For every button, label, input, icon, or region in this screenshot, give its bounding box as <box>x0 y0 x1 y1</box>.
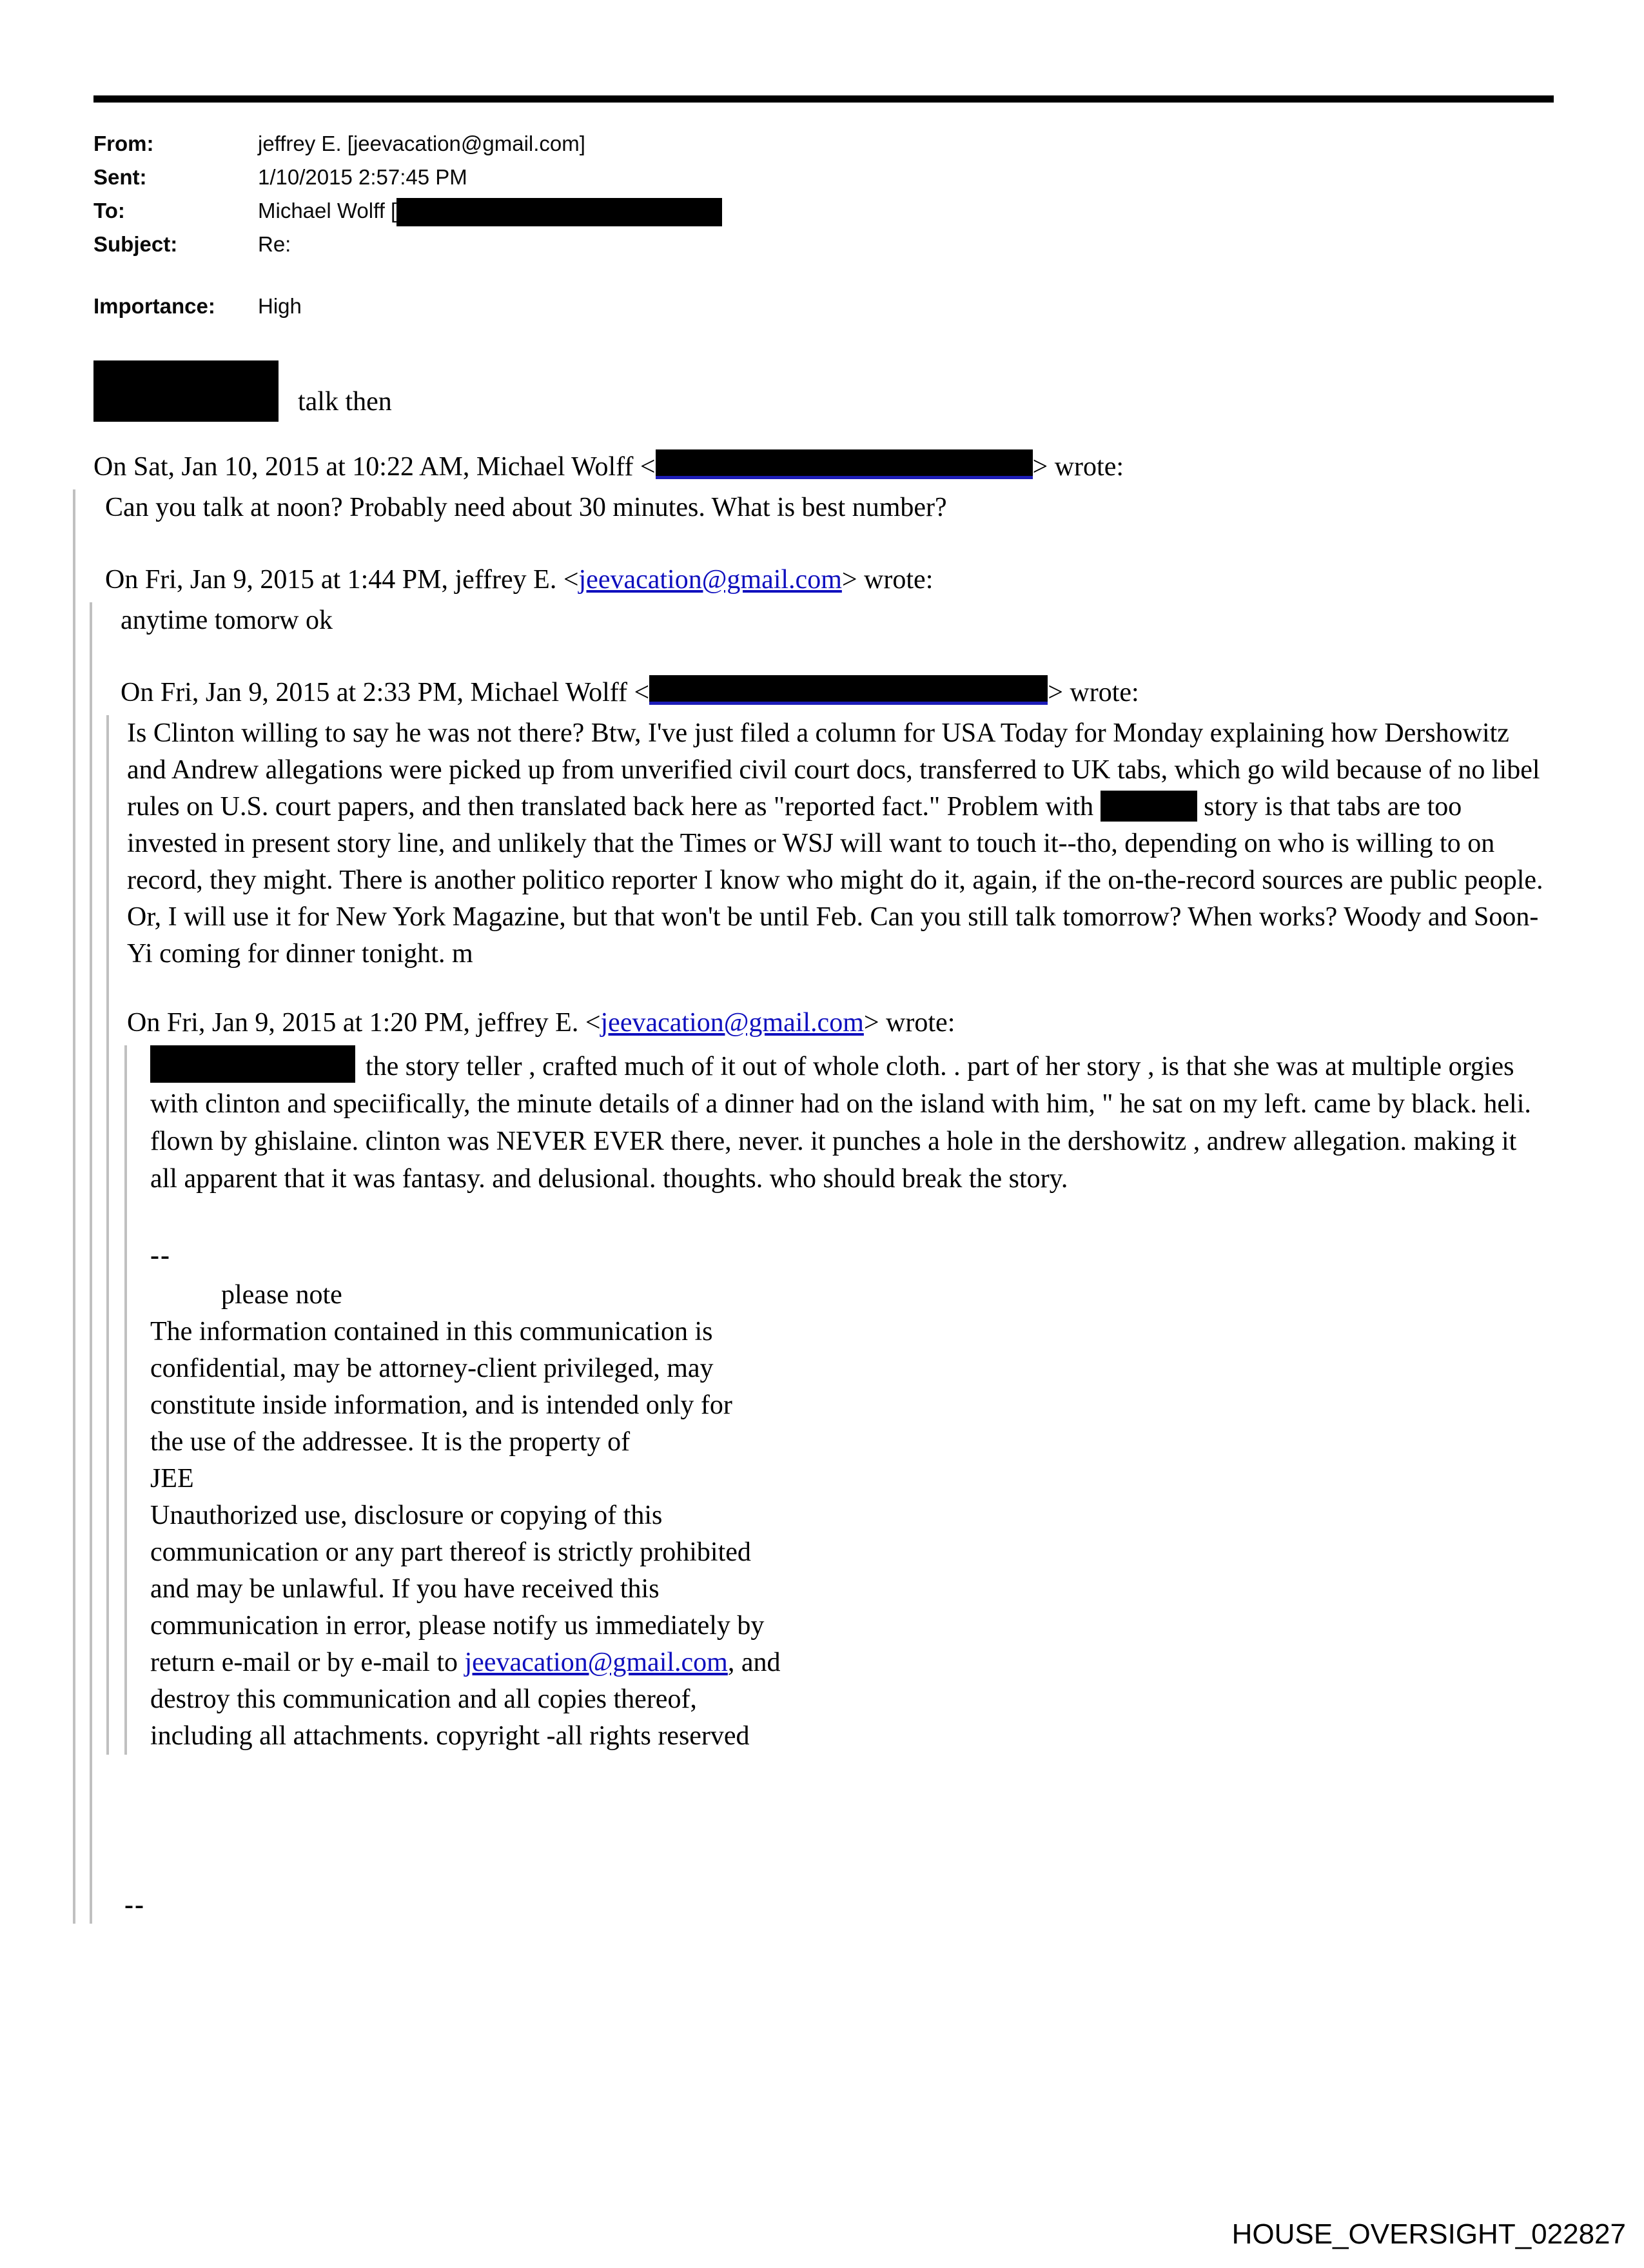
disclaimer-line: communication or any part thereof is strictly prohibited <box>150 1537 751 1567</box>
importance-label: Importance: <box>93 294 215 318</box>
from-label: From: <box>93 132 154 155</box>
citation-msg2-prefix: On Fri, Jan 9, 2015 at 1:44 PM, jeffrey E. < <box>105 565 579 595</box>
sent-label: Sent: <box>93 165 147 189</box>
signature-dashes: -- <box>150 1241 171 1270</box>
from-value: jeffrey E. [jeevacation@gmail.com] <box>258 132 585 155</box>
disclaimer-line: communication in error, please notify us immediately by <box>150 1611 765 1641</box>
opening-line <box>93 360 1554 422</box>
disclaimer-email-link[interactable]: jeevacation@gmail.com <box>464 1648 728 1677</box>
citation-msg4-prefix: On Fri, Jan 9, 2015 at 1:20 PM, jeffrey E. < <box>127 1008 601 1038</box>
citation-msg1 <box>93 449 1554 486</box>
message-3-text-before: Is Clinton willing to say he was not there? Btw, I've just filed a column for USA Today for Monday explaining how Dershowitz and Andrew allegations were picked up from unverified civil court docs, transferred to UK tabs, which go wild because of no libel rules on U.S. court papers, and then translated back here as "reported fact." Problem with <box>127 718 1540 822</box>
message-3-text-after: story is that tabs are too invested in present story line, and unlikely that the Times or WSJ will want to touch it--tho, depending on who is willing to on record, they might. There is another politico reporter I know who might do it, again, if the on-the-record sources are public people. Or, I will use it for New York Magazine, but that won't be until Feb. Can you still talk tomorrow? When works? Woody and Soon-Yi coming for dinner tonight. m <box>127 792 1543 969</box>
subject-value: Re: <box>258 232 291 256</box>
citation-msg3-prefix: On Fri, Jan 9, 2015 at 2:33 PM, Michael Wolff < <box>121 678 650 707</box>
opening-redaction-box <box>93 360 279 422</box>
opening-text: talk then <box>298 387 392 417</box>
email-link-msg2[interactable]: jeevacation@gmail.com <box>578 565 842 595</box>
citation-msg4 <box>127 1005 1554 1041</box>
trailing-whitespace <box>121 1755 1554 1887</box>
disclaimer-line: constitute inside information, and is intended only for <box>150 1390 732 1420</box>
citation-msg1-prefix: On Sat, Jan 10, 2015 at 10:22 AM, Michael Wolff < <box>93 452 656 482</box>
disclaimer-line: confidential, may be attorney-client privileged, may <box>150 1354 714 1383</box>
sent-value: 1/10/2015 2:57:45 PM <box>258 165 467 189</box>
email-body <box>93 360 1554 1924</box>
header-row-to <box>93 194 1554 228</box>
message-4-text <box>150 1045 1549 1198</box>
citation-msg2-suffix: > wrote: <box>841 565 934 595</box>
subject-label: Subject: <box>93 232 178 256</box>
citation-msg3 <box>121 675 1554 711</box>
footer-doc-id: HOUSE_OVERSIGHT_022827 <box>1231 2218 1626 2250</box>
quote-level-3 <box>106 715 1554 1755</box>
disclaimer-line: the use of the addressee. It is the property of <box>150 1427 631 1457</box>
email-document-page <box>0 95 1644 2268</box>
disclaimer-line: destroy this communication and all copies thereof, <box>150 1684 697 1714</box>
email-header-block <box>93 127 1554 323</box>
citation-msg4-suffix: > wrote: <box>863 1008 955 1038</box>
quote-level-1 <box>73 489 1554 1924</box>
to-label: To: <box>93 199 125 222</box>
header-divider-rule <box>93 95 1554 103</box>
redacted-email-link-box-1 <box>656 449 1033 479</box>
redacted-email-link-box-2 <box>649 675 1048 705</box>
to-value <box>258 194 722 228</box>
message-2-text: anytime tomorw ok <box>121 606 333 635</box>
disclaimer-line-with-link <box>150 1644 872 1681</box>
inline-redaction-box <box>1101 791 1197 822</box>
importance-value: High <box>258 294 302 318</box>
citation-msg2 <box>105 562 1554 598</box>
quote-level-2 <box>90 602 1554 1924</box>
disclaimer-line: Unauthorized use, disclosure or copying of this <box>150 1501 663 1530</box>
trailing-dashes: -- <box>124 1890 145 1920</box>
citation-msg3-suffix: > wrote: <box>1048 678 1139 707</box>
email-link-msg4[interactable]: jeevacation@gmail.com <box>600 1008 864 1038</box>
message-3-text <box>127 715 1552 972</box>
quote-level-4 <box>124 1045 1554 1755</box>
disclaimer-line: The information contained in this communication is <box>150 1317 713 1346</box>
message-1-text: Can you talk at noon? Probably need about 30 minutes. What is best number? <box>105 493 947 522</box>
body-redaction-box <box>150 1045 355 1083</box>
header-row-importance <box>93 290 1554 323</box>
message-4-text-after: the story teller , crafted much of it out of whole cloth. . part of her story , is that she was at multiple orgies with clinton and speciifically, the minute details of a dinner had on the island with him, " he sat on my left. came by black. heli. flown by ghislaine. clinton was NEVER EVER there, never. it punches a hole in the dershowitz , andrew allegation. making it all apparent that it was fantasy. and delusional. thoughts. who should break the story. <box>150 1052 1531 1194</box>
header-row-subject <box>93 228 1554 261</box>
citation-msg1-suffix: > wrote: <box>1032 452 1124 482</box>
document-content <box>0 95 1644 1924</box>
disclaimer-email-prefix: return e-mail or by e-mail to <box>150 1648 465 1677</box>
header-row-from <box>93 127 1554 161</box>
disclaimer-line: and may be unlawful. If you have received this <box>150 1574 660 1604</box>
signature-note: please note <box>221 1280 342 1310</box>
disclaimer-line: including all attachments. copyright -all rights reserved <box>150 1721 750 1751</box>
disclaimer-email-suffix: , and <box>727 1648 781 1677</box>
to-redaction-box <box>396 198 722 226</box>
disclaimer-line: JEE <box>150 1464 194 1494</box>
disclaimer-block <box>150 1314 872 1755</box>
header-row-sent <box>93 161 1554 194</box>
to-value-prefix: Michael Wolff [ <box>258 199 397 222</box>
